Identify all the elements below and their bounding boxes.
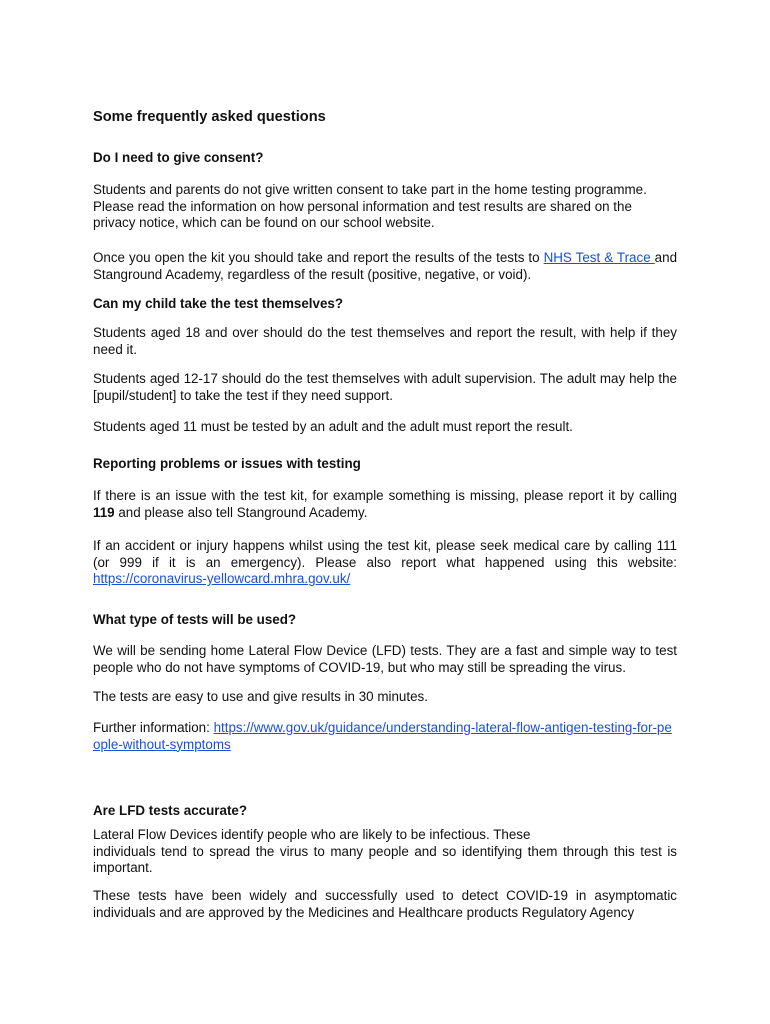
accuracy-heading: Are LFD tests accurate? xyxy=(93,803,248,818)
consent-paragraph-2 xyxy=(93,250,677,283)
consent-p2-text-end: and Stanground Academy, regardless of the result (positive, negative, or void). xyxy=(93,250,678,282)
child-heading: Can my child take the test themselves? xyxy=(93,296,344,311)
nhs-test-trace-link[interactable]: NHS Test & Trace xyxy=(543,250,655,265)
accuracy-p1-rest: individuals tend to spread the virus to many people and so identifying them through this test is important. xyxy=(93,843,677,875)
consent-p1-line3: privacy notice, which can be found on our school website. xyxy=(93,215,435,230)
reporting-p1-text-end: and please also tell Stanground Academy. xyxy=(114,504,368,520)
further-info-label: Further information: xyxy=(93,720,214,735)
tests-paragraph-1: We will be sending home Lateral Flow Device (LFD) tests. They are a fast and simple way to test people who do not have symptoms of COVID-19, but who may still be spreading the virus. xyxy=(93,643,677,675)
consent-p1-line1: Students and parents do not give written consent to take part in the home testing programme. xyxy=(93,182,647,197)
consent-p2-text: Once you open the kit you should take and report the results of the tests to xyxy=(93,250,544,265)
reporting-heading: Reporting problems or issues with testing xyxy=(93,456,361,471)
accuracy-p1-line1: Lateral Flow Devices identify people who are likely to be infectious. These xyxy=(93,827,531,842)
reporting-paragraph-1 xyxy=(93,488,677,521)
reporting-p1-text: If there is an issue with the test kit, for example something is missing, please report it by calling xyxy=(93,488,677,503)
child-paragraph-2: Students aged 12-17 should do the test themselves with adult supervision. The adult may help the [pupil/student] to take the test if they need support. xyxy=(93,371,677,403)
accuracy-paragraph-2: These tests have been widely and successfully used to detect COVID-19 in asymptomatic individuals and are approved by the Medicines and Healthcare products Regulatory Agency xyxy=(93,888,677,920)
tests-paragraph-3 xyxy=(93,720,677,753)
consent-p1-line2: Please read the information on how personal information and test results are shared on the xyxy=(93,198,632,214)
page-title: Some frequently asked questions xyxy=(93,109,326,125)
accuracy-paragraph-1 xyxy=(93,827,677,877)
consent-heading: Do I need to give consent? xyxy=(93,150,264,165)
phone-number-119: 119 xyxy=(93,504,115,520)
child-paragraph-1: Students aged 18 and over should do the test themselves and report the result, with help if they need it. xyxy=(93,325,677,357)
yellowcard-link[interactable]: https://coronavirus-yellowcard.mhra.gov.uk/ xyxy=(93,571,351,586)
tests-paragraph-2: The tests are easy to use and give results in 30 minutes. xyxy=(93,689,428,704)
tests-heading: What type of tests will be used? xyxy=(93,612,297,627)
gov-uk-guidance-link[interactable]: https://www.gov.uk/guidance/understanding-lateral-flow-antigen-testing-for-people-without-symptoms xyxy=(93,720,672,752)
reporting-p2-text: If an accident or injury happens whilst using the test kit, please seek medical care by calling 111 (or 999 if it is an emergency). Please also report what happened using this website: xyxy=(93,538,677,570)
child-paragraph-3: Students aged 11 must be tested by an adult and the adult must report the result. xyxy=(93,419,573,434)
consent-paragraph-1 xyxy=(93,182,677,232)
reporting-paragraph-2 xyxy=(93,538,677,588)
